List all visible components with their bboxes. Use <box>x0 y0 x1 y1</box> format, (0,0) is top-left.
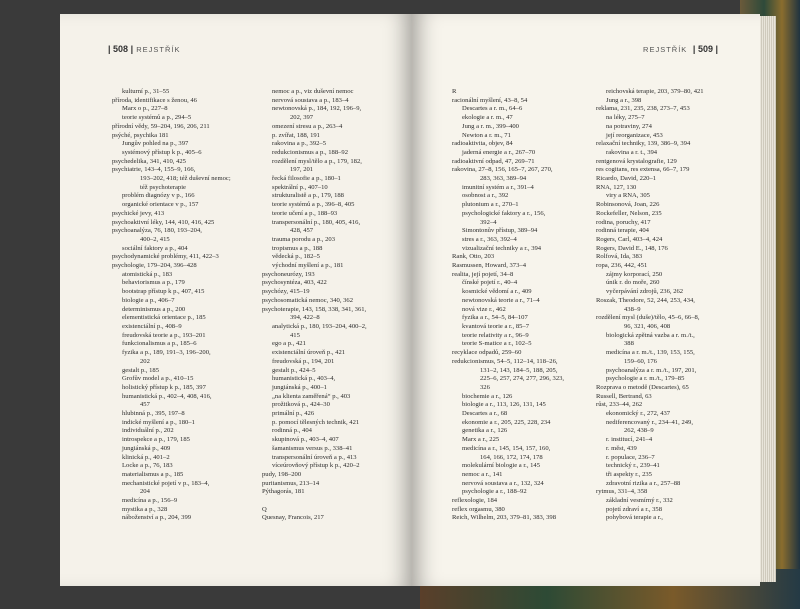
index-entry: nemoc a r., 141 <box>462 470 503 478</box>
index-entry: psýché, psychika 181 <box>112 131 169 139</box>
index-entry: psychologie a r. m./t., 179–85 <box>606 375 685 383</box>
index-entry: analytická p., 180, 193–204, 400–2, <box>272 322 367 330</box>
index-entry: osobnost a r., 392 <box>462 192 509 200</box>
index-entry: nediferencovaný r., 234–41, 249, <box>606 418 693 426</box>
index-entry: východní myšlení a p., 181 <box>272 262 344 270</box>
index-entry: realita, její pojetí, 34–8 <box>452 270 514 278</box>
index-entry: organické orientace v p., 157 <box>122 201 199 209</box>
index-entry: nervová soustava a p., 183–4 <box>272 96 349 104</box>
index-entry: nervová soustava a r., 132, 324 <box>462 479 544 487</box>
index-entry: r. populace, 236–7 <box>606 453 655 461</box>
index-entry: ekonomický r., 272, 437 <box>606 410 671 418</box>
page-number: | 508 | <box>108 44 134 54</box>
index-entry: zdravotní rizika a r., 257–88 <box>606 479 681 487</box>
index-entry: transpersonální p., 180, 405, 416, <box>272 218 361 226</box>
index-entry: psychedelika, 341, 410, 425 <box>112 157 186 165</box>
index-entry: systémový přístup k p., 405–6 <box>122 148 202 156</box>
index-entry: jungiánská p., 400–1 <box>272 383 327 391</box>
index-entry: RNA, 127, 130 <box>596 183 637 191</box>
index-entry: reklama, 231, 235, 238, 273–7, 453 <box>596 105 690 113</box>
right-page <box>412 14 760 586</box>
running-head: REJSTŘÍK <box>643 45 688 54</box>
index-entry: R <box>452 88 457 95</box>
index-entry: vědecká p., 182–5 <box>272 253 320 261</box>
index-entry: Locke a p., 76, 183 <box>122 462 173 470</box>
index-entry: imunitní systém a r., 391–4 <box>462 183 534 191</box>
index-entry: rytmus, 331–4, 358 <box>596 488 648 496</box>
index-entry: Pýthagorás, 181 <box>262 488 305 496</box>
index-entry: příroda, identifikace s ženou, 46 <box>112 96 197 104</box>
index-entry: teorie relativity a r., 96–9 <box>462 331 529 339</box>
index-entry: biologie a r., 113, 126, 131, 145 <box>462 401 546 409</box>
index-entry: biochemie a r., 126 <box>462 392 513 400</box>
index-entry: 225–6, 257, 274, 277, 296, 323, <box>480 375 565 383</box>
index-entry: omezení stresu a p., 263–4 <box>272 122 343 130</box>
index-entry: p. pomocí tělesných technik, 421 <box>272 418 360 426</box>
index-entry: ropa, 236, 442, 451 <box>596 262 648 270</box>
index-entry: gestalt p., 185 <box>122 366 159 374</box>
index-entry: psychoanalýza, 76, 180, 193–204, <box>112 227 202 235</box>
index-entry: víceúrovňový přístup k p., 420–2 <box>272 462 360 470</box>
index-entry: Jung a r., 398 <box>606 96 642 104</box>
running-head: REJSTŘÍK <box>136 45 181 54</box>
index-entry: plutonium a r., 270–1 <box>462 201 519 209</box>
index-entry: humanistická p., 402–4, 408, 416, <box>122 392 212 400</box>
index-entry: racionální myšlení, 43–8, 54 <box>452 96 528 104</box>
index-entry: res cogitans, res extensa, 66–7, 179 <box>596 166 690 174</box>
index-entry: materialismus a p., 185 <box>122 470 184 478</box>
index-entry: Simontonův přístup, 389–94 <box>462 227 538 235</box>
index-entry: technický r., 239–41 <box>606 462 660 470</box>
index-entry: 388 <box>624 340 634 348</box>
index-entry: zájmy korporací, 250 <box>606 270 663 278</box>
index-entry: Rasmussen, Howard, 373–4 <box>452 262 526 270</box>
index-entry: Quesnay, Francois, 217 <box>262 514 324 522</box>
index-entry: holistický přístup k p., 185, 397 <box>122 383 206 391</box>
index-entry: 283, 363, 389–94 <box>480 175 527 183</box>
index-entry: Ricardo, David, 220–1 <box>596 175 657 183</box>
index-entry: řecká filosofie a p., 180–1 <box>272 175 341 183</box>
index-entry: psychiatrie, 143–4, 155–9, 166, <box>112 166 196 174</box>
index-entry: 326 <box>480 383 490 391</box>
index-entry: vizualizační techniky a r., 394 <box>462 244 542 252</box>
index-entry: r. institucí, 241–4 <box>606 436 653 444</box>
index-entry: ekologie a r. m., 47 <box>462 114 513 122</box>
index-entry: bootstrap přístup k p., 407, 415 <box>122 288 205 296</box>
index-entry: psychické jevy, 413 <box>112 209 165 217</box>
index-entry: čínské pojetí r., 40–4 <box>462 279 518 287</box>
index-entry: reflexologie, 184 <box>452 497 498 505</box>
index-entry: kosmické vědomí a r., 409 <box>462 288 532 296</box>
index-entry: náboženství a p., 204, 399 <box>122 514 192 522</box>
index-entry: Jung a r. m., 399–400 <box>462 122 519 130</box>
index-entry: medicína a r., 145, 154, 157, 160, <box>462 444 551 452</box>
index-entry: Russell, Bertrand, 63 <box>596 392 652 400</box>
left-page <box>60 14 412 586</box>
index-entry: 202, 397 <box>290 114 314 122</box>
index-entry: 159–60, 176 <box>624 357 657 365</box>
index-entry: na léky, 275–7 <box>606 114 645 122</box>
index-entry: prožitková p., 424–30 <box>272 401 330 409</box>
index-entry: psychoaktivní léky, 144, 410, 416, 425 <box>112 218 215 226</box>
page-number: | 509 | <box>690 44 718 54</box>
index-entry: šamanismus versus p., 338–41 <box>272 444 353 452</box>
index-entry: Marx o p., 227–8 <box>122 105 168 113</box>
index-entry: funkcionalismus a p., 185–6 <box>122 340 197 348</box>
index-entry: psychoanalýza a r. m./t., 197, 201, <box>606 366 697 374</box>
index-entry: p. zvířat, 188, 191 <box>272 131 320 139</box>
index-entry: introspekce a p., 179, 185 <box>122 436 190 444</box>
index-entry: psychózy, 415–19 <box>262 288 310 296</box>
index-entry: pohybová terapie a r., <box>606 514 663 522</box>
index-entry: únik r. do moře, 260 <box>606 279 660 287</box>
index-entry: Rockefeller, Nelson, 235 <box>596 209 662 217</box>
index-entry: relaxační techniky, 139, 386–9, 394 <box>596 140 691 148</box>
index-entry: 131–2, 143, 184–5, 188, 205, <box>480 366 558 374</box>
index-entry: psychodynamické problémy, 411, 422–3 <box>112 253 219 261</box>
index-entry: newtonovská teorie a r., 71–4 <box>462 296 540 304</box>
index-entry: skupinová p., 403–4, 407 <box>272 436 339 444</box>
index-entry: gestalt p., 424–5 <box>272 366 316 374</box>
index-entry: na potraviny, 274 <box>606 122 652 130</box>
index-entry: ego a p., 421 <box>272 340 306 348</box>
index-entry: biologie a p., 406–7 <box>122 296 175 304</box>
index-column <box>452 88 596 523</box>
index-entry: fyzika a p., 189, 191–3, 196–200, <box>122 349 211 357</box>
index-entry: biologická zpětná vazba a r. m./t., <box>606 331 695 339</box>
index-entry: tropismus a p., 188 <box>272 244 323 252</box>
index-entry: recyklace odpadů, 259–60 <box>452 349 522 357</box>
page-edges <box>760 16 776 582</box>
index-entry: přírodní vědy, 59–204, 196, 206, 211 <box>112 122 210 130</box>
index-column <box>112 88 262 523</box>
index-entry: rodina, poruchy, 417 <box>596 218 651 226</box>
index-entry: též psychoterapie <box>140 183 186 191</box>
index-entry: puritanismus, 213–14 <box>262 479 320 487</box>
index-entry: 400–2, 415 <box>140 235 170 243</box>
index-entry: transpersonální úroveň a p., 413 <box>272 453 357 461</box>
index-entry: základní vesmírný r., 332 <box>606 497 673 505</box>
index-entry: redukcionismus, 54–5, 112–14, 118–26, <box>452 357 558 365</box>
index-entry: rakovina a r. t., 394 <box>606 148 658 156</box>
index-entry: spektrální p., 407–10 <box>272 183 328 191</box>
index-entry: psychologické faktory a r., 156, <box>462 209 546 217</box>
index-entry: existenciální úroveň p., 421 <box>272 349 346 357</box>
index-entry: psychoneurózy, 193 <box>262 270 315 278</box>
index-entry: „na klienta zaměřená“ p., 403 <box>272 392 351 400</box>
index-entry: jaderná energie a r., 267–70 <box>462 148 536 156</box>
index-entry: trauma porodu a p., 203 <box>272 235 335 243</box>
index-entry: Rozprava o metodě (Descartes), 65 <box>596 383 689 391</box>
index-entry: 96, 321, 406, 408 <box>624 322 671 330</box>
index-entry: Rank, Otto, 203 <box>452 253 495 261</box>
index-entry: teorie systémů a p., 294–5 <box>122 114 192 122</box>
index-entry: rodinná p., 404 <box>272 427 312 435</box>
index-entry: individuální p., 202 <box>122 427 174 435</box>
index-entry: 193–202, 418; též duševní nemoc; <box>140 175 231 183</box>
index-entry: Newton a r. m., 71 <box>462 131 511 139</box>
index-entry: 428, 457 <box>290 227 314 235</box>
index-entry: 415 <box>290 331 300 339</box>
index-entry: 262, 438–9 <box>624 427 654 435</box>
index-entry: 438–9 <box>624 305 641 313</box>
index-entry: teorie S-matice a r., 102–5 <box>462 340 532 348</box>
index-entry: psychologie a r., 188–92 <box>462 488 527 496</box>
index-entry: 197, 201 <box>290 166 314 174</box>
index-column <box>596 88 752 523</box>
index-entry: tři aspekty r., 235 <box>606 470 652 478</box>
index-entry: mystika a p., 328 <box>122 505 168 513</box>
index-entry: atomistická p., 183 <box>122 270 173 278</box>
index-entry: radioaktivita, objev, 84 <box>452 140 513 148</box>
index-entry: molekulární biologie a r., 145 <box>462 462 541 470</box>
index-entry: sociální faktory a p., 404 <box>122 244 188 252</box>
index-entry: Roszak, Theodore, 52, 244, 253, 434, <box>596 296 695 304</box>
left-page-header <box>108 44 180 54</box>
index-entry: newtonovská p., 184, 192, 196–9, <box>272 105 362 113</box>
index-entry: 202 <box>140 357 150 365</box>
index-entry: problém diagnózy v p., 166 <box>122 192 195 200</box>
index-entry: rakovina, 27–8, 156, 165–7, 267, 270, <box>452 166 553 174</box>
index-entry: strukturalistě a p., 179, 188 <box>272 192 344 200</box>
index-entry: Robinsonová, Joan, 226 <box>596 201 660 209</box>
index-entry: kvantová teorie a r., 85–7 <box>462 322 530 330</box>
index-entry: pudy, 198–200 <box>262 470 302 478</box>
index-entry: radioaktivní odpad, 47, 269–71 <box>452 157 535 165</box>
index-entry: 457 <box>140 401 150 409</box>
index-entry: 164, 166, 172, 174, 178 <box>480 453 543 461</box>
index-entry: nemoc a p., viz duševní nemoc <box>272 88 354 95</box>
index-entry: Grofův model a p., 410–15 <box>122 375 194 383</box>
index-entry: reichovská terapie, 203, 379–80, 421 <box>606 88 704 95</box>
index-entry: Marx a r., 225 <box>462 436 500 444</box>
index-entry: psychosomatická nemoc, 340, 362 <box>262 296 354 304</box>
index-entry: Descartes a r., 68 <box>462 410 508 418</box>
index-entry: teorie systémů a p., 396–8, 405 <box>272 201 355 209</box>
index-entry: primální p., 426 <box>272 410 315 418</box>
index-entry: rentgenová krystalografie, 129 <box>596 157 677 165</box>
index-entry: Descartes a r. m., 64–6 <box>462 105 523 113</box>
index-entry: klinická p., 401–2 <box>122 453 170 461</box>
index-entry <box>262 497 408 506</box>
index-entry: rozdělení mysl/tělo a p., 179, 182, <box>272 157 362 165</box>
index-entry: rozdělení mysl (duše)/tělo, 45–6, 66–8, <box>596 314 700 322</box>
index-entry: teorie učení a p., 188–93 <box>272 209 338 217</box>
index-entry: medicína a p., 156–9 <box>122 497 178 505</box>
index-entry: elementistická orientace p., 185 <box>122 314 206 322</box>
index-column <box>262 88 408 523</box>
index-entry: mechanistické pojetí v p., 183–4, <box>122 479 210 487</box>
index-entry: determinismus a p., 200 <box>122 305 186 313</box>
index-entry: humanistická p., 403–4, <box>272 375 336 383</box>
index-entry: rodinná terapie, 404 <box>596 227 649 235</box>
index-entry: genetika a r., 126 <box>462 427 508 435</box>
index-entry: existenciální p., 408–9 <box>122 322 182 330</box>
index-entry: Rolfová, Ida, 383 <box>596 253 643 261</box>
index-entry: hlubinná p., 395, 197–8 <box>122 410 185 418</box>
index-entry: vyčerpávání zdrojů, 236, 262 <box>606 288 684 296</box>
index-entry: Rogers, Carl, 403–4, 424 <box>596 235 663 243</box>
index-entry: jungiánská p., 409 <box>122 444 171 452</box>
index-entry: pojetí zdraví a r., 358 <box>606 505 663 513</box>
right-page-header <box>643 44 718 54</box>
index-entry: Jungův pohled na p., 397 <box>122 140 189 148</box>
index-entry: freudovská teorie a p., 193–201 <box>122 331 206 339</box>
index-entry: ekonomie a r., 205, 225, 228, 234 <box>462 418 551 426</box>
index-entry: stres a r., 363, 392–4 <box>462 235 517 243</box>
index-entry: růst, 233–44, 262 <box>596 401 643 409</box>
index-entry: její reorganizace, 453 <box>606 131 663 139</box>
index-entry: kulturní p., 31–55 <box>122 88 170 95</box>
index-entry: freudovská p., 194, 201 <box>272 357 335 365</box>
index-entry: Q <box>262 505 267 513</box>
index-entry: indické myšlení a p., 180–1 <box>122 418 195 426</box>
index-entry: Reich, Wilhelm, 203, 379–81, 383, 398 <box>452 514 557 522</box>
index-entry: behaviorismus a p., 179 <box>122 279 185 287</box>
index-entry: r. měst, 439 <box>606 444 637 452</box>
index-entry: Rogers, David E., 148, 176 <box>596 244 668 252</box>
index-entry: 204 <box>140 488 150 496</box>
index-entry: nová vize r., 462 <box>462 305 506 313</box>
index-entry: psychologie, 179–204, 396–428 <box>112 262 197 270</box>
index-entry: redukcionismus a p., 188–92 <box>272 148 349 156</box>
index-entry: viry a RNA, 305 <box>606 192 650 200</box>
index-entry: reflex orgasmu, 380 <box>452 505 505 513</box>
index-entry: medicína a r. m./t., 139, 153, 155, <box>606 349 695 357</box>
index-entry: psychoterapie, 143, 158, 338, 341, 361, <box>262 305 367 313</box>
index-entry: 392–4 <box>480 218 497 226</box>
index-entry: fyzika a r., 54–5, 84–107 <box>462 314 528 322</box>
index-entry: 394, 422–8 <box>290 314 320 322</box>
index-entry: psychosyntéza, 403, 422 <box>262 279 327 287</box>
index-entry: rakovina a p., 392–5 <box>272 140 327 148</box>
